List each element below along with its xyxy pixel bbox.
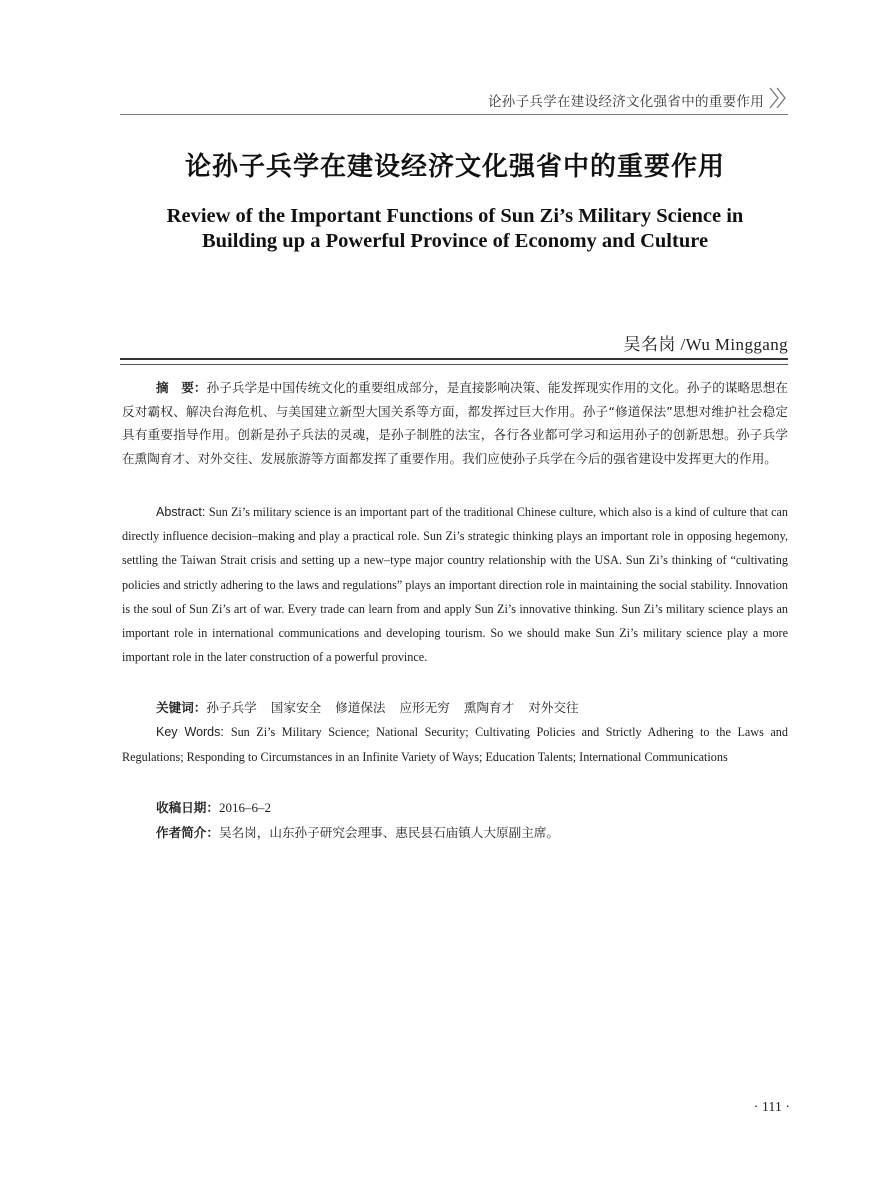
title-en (120, 204, 790, 254)
author-bio (156, 822, 559, 841)
title-en-line-1: Review of the Important Functions of Sun Zi’s Military Science in (166, 205, 744, 227)
keyword-cn: 孙子兵学 (206, 700, 257, 715)
keyword-cn: 熏陶育才 (463, 700, 515, 715)
abstract-en-text: Sun Zi’s military science is an important part of the traditional Chinese culture, which also is a kind of culture that can directly influence decision–making and play a practical role. Sun Zi’s strategic thinking plays an important role in opposing hegemony, settling the Taiwan Strait crisis and setting up a new–type major country relationship with the USA. Sun Zi’s thinking of “cultivating policies and strictly adhering to the laws and regulations” plays an important direction role in maintaining the social stability. Innovation is the soul of Sun Zi’s art of war. Every trade can learn from and apply Sun Zi’s innovative thinking. Sun Zi’s military science plays an important role in international communications and developing tourism. So we should make Sun Zi’s military science play a more important role in the later construction of a powerful province. (122, 505, 789, 665)
author-bio-label: 作者简介： (156, 825, 219, 840)
abstract-en-label: Abstract: (156, 505, 209, 519)
abstract-en (122, 500, 788, 669)
keyword-cn: 国家安全 (270, 700, 322, 715)
running-head-text: 论孙子兵学在建设经济文化强省中的重要作用 (488, 94, 764, 110)
keyword-cn: 应形无穷 (399, 700, 450, 715)
keywords-en-label: Key Words: (156, 725, 231, 739)
title-en-line-2: Building up a Powerful Province of Economy and Culture (201, 230, 709, 252)
received-date-label: 收稿日期： (156, 800, 219, 815)
double-chevron-right-icon (768, 86, 788, 110)
abstract-cn-text: 孙子兵学是中国传统文化的重要组成部分，是直接影响决策、能发挥现实作用的文化。孙子的谋略思想在反对霸权、解决台海危机、与美国建立新型大国关系等方面，都发挥过巨大作用。孙子“修道保法”思想对维护社会稳定具有重要指导作用。创新是孙子兵法的灵魂，是孙子制胜的法宝，各行各业都可学习和运用孙子的创新思想。孙子兵学在熏陶育才、对外交往、发展旅游等方面都发挥了重要作用。我们应使孙子兵学在今后的强省建设中发挥更大的作用。 (122, 380, 789, 466)
keywords-en-text: Sun Zi’s Military Science; National Security; Cultivating Policies and Strictly Adhering to the Laws and Regulations; Responding to Circumstances in an Infinite Variety of Ways; Education Talents; International Communications (122, 725, 788, 764)
author-bio-value: 吴名岗，山东孙子研究会理事、惠民县石庙镇人大原副主席。 (218, 825, 559, 840)
title-cn: 论孙子兵学在建设经济文化强省中的重要作用 (184, 152, 725, 182)
keywords-cn (156, 697, 788, 716)
received-date (156, 797, 271, 816)
divider-thick (120, 358, 788, 360)
divider-thin (120, 364, 788, 365)
keyword-cn: 对外交往 (528, 700, 579, 715)
keywords-cn-label: 关键词： (156, 700, 207, 715)
keyword-cn: 修道保法 (335, 700, 386, 715)
abstract-cn-label: 摘 要： (156, 380, 207, 395)
page-number: · 111 · (753, 1100, 790, 1115)
running-head (120, 84, 788, 115)
author: 吴名岗 /Wu Minggang (623, 335, 788, 354)
keywords-en (122, 720, 788, 770)
abstract-cn (122, 376, 788, 470)
received-date-value: 2016–6–2 (218, 800, 271, 815)
